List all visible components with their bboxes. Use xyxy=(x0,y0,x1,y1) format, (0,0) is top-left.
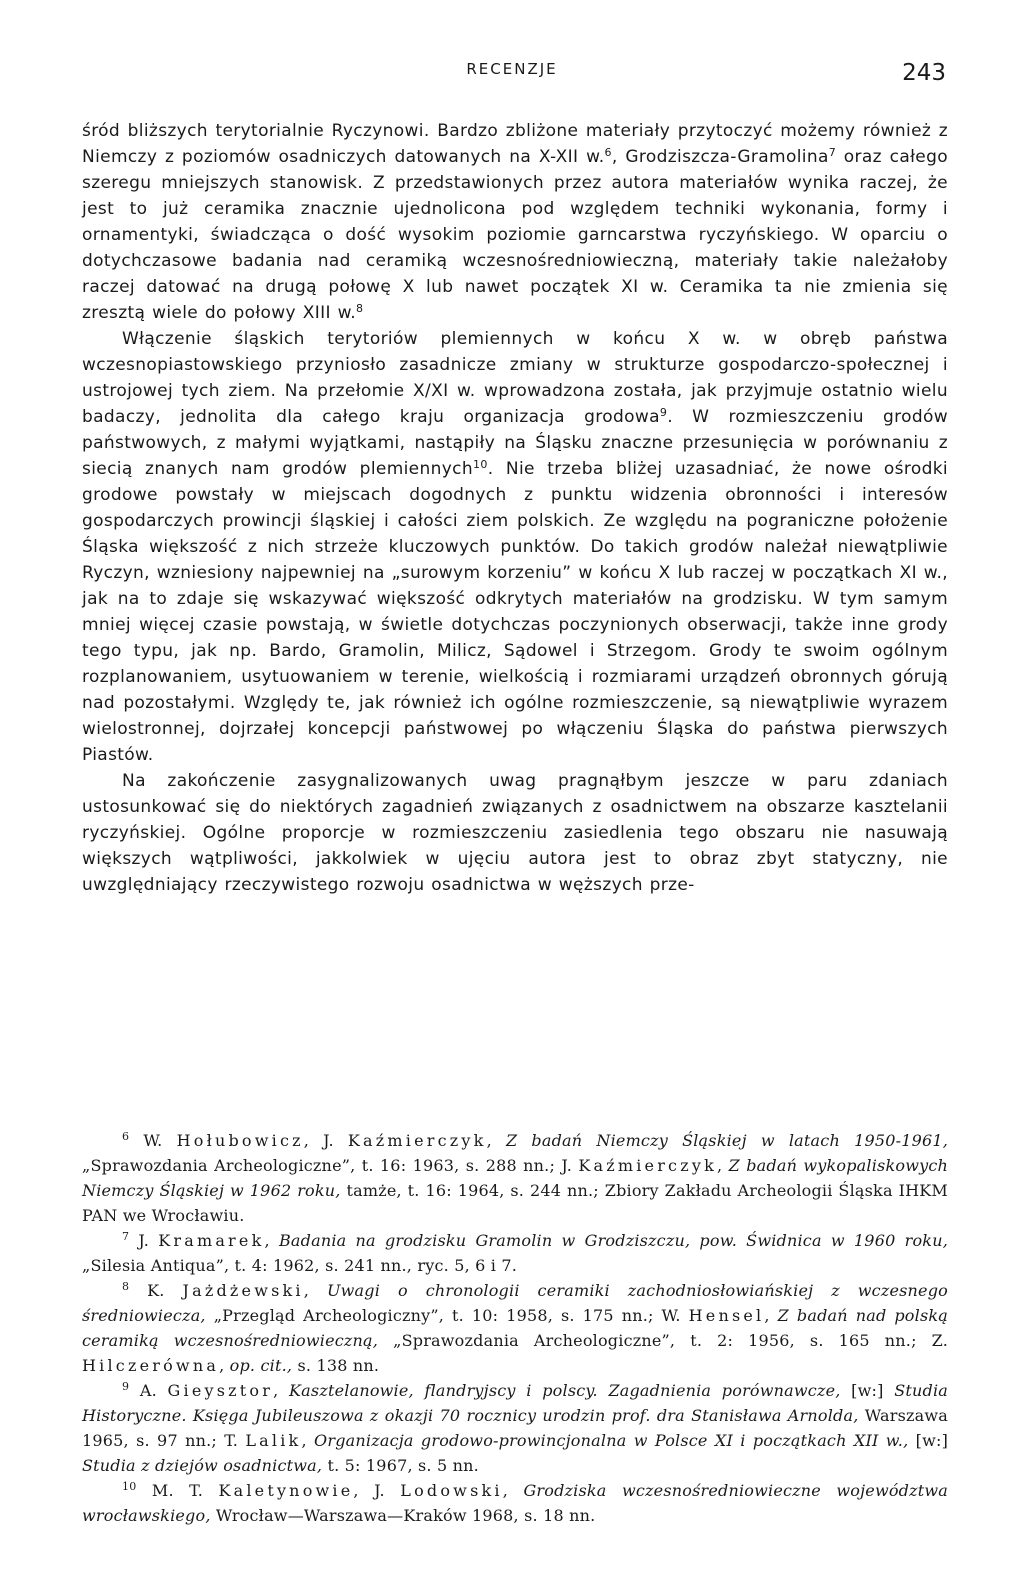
text-run: , xyxy=(303,1281,327,1300)
work-title: Grodziska wczesnośredniowieczne województwa wrocławskiego, xyxy=(82,1481,949,1525)
text-run: , xyxy=(486,1131,506,1150)
work-title: Organizacja grodowo-prowincjonalna w Polsce XI i początkach XII w., xyxy=(314,1431,909,1450)
footnote-ref: 7 xyxy=(828,145,837,159)
text-run: , xyxy=(301,1431,315,1450)
work-title: Uwagi o chronologii ceramiki zachodniosłowiańskiej z wczesnego średniowiecza, xyxy=(82,1281,948,1325)
work-title: Z badań wykopaliskowych Niemczy Śląskiej w 1962 roku, xyxy=(82,1156,948,1200)
author-name: Kramarek xyxy=(158,1231,265,1250)
text-run: śród bliższych terytorialnie Ryczynowi. Bardzo zbliżone materiały przytoczyć możemy również z Niemczy z poziomów osadniczych datowanych na X-XII w. xyxy=(82,121,948,167)
text-run: Warszawa 1965, s. 97 nn.; T. xyxy=(82,1406,948,1450)
author-name: Kaźmierczyk xyxy=(578,1156,717,1175)
work-title: op. cit., xyxy=(229,1356,293,1375)
text-run: s. 138 nn. xyxy=(292,1356,380,1375)
work-title: Z badań nad polską ceramiką wczesnośredniowieczną, xyxy=(82,1306,948,1350)
text-run: oraz całego szeregu mniejszych stanowisk. Z przedstawionych przez autora materiałów wynika raczej, że jest to już ceramika znacznie ujednolicona pod względem techniki wykonania, formy i ornamentyki, świadcząca o dość wysokim poziomie garncarstwa ryczyńskiego. W oparciu o dotychczasowe badania nad ceramiką wczesnośredniowieczną, materiały takie należałoby raczej datować na drugą połowę X lub nawet początek XI w. Ceramika ta nie zmienia się zresztą wiele do połowy XIII w. xyxy=(82,147,948,323)
footnote-ref: 8 xyxy=(356,301,364,315)
text-run: Włączenie śląskich terytoriów plemiennych w końcu X w. w obręb państwa wczesnopiastowskiego przyniosło zasadnicze zmiany w strukturze gospodarczo-społecznej i ustrojowej tych ziem. Na przełomie X/XI w. wprowadzona została, jak przyjmuje ostatnio wielu badaczy, jednolita dla całego kraju organizacja grodowa xyxy=(82,329,948,427)
author-name: Hołubowicz xyxy=(176,1131,304,1150)
text-run: , J. xyxy=(353,1481,401,1500)
text-run: , xyxy=(764,1306,778,1325)
running-header: RECENZJE xyxy=(466,60,558,78)
footnote-number: 9 xyxy=(122,1379,130,1393)
text-run: , xyxy=(502,1481,524,1500)
work-title: Kasztelanowie, flandryjscy i polscy. Zagadnienia porównawcze, xyxy=(289,1381,841,1400)
text-run: t. 5: 1967, s. 5 nn. xyxy=(322,1456,479,1475)
footnote-9 xyxy=(82,1378,948,1478)
author-name: Kaźmierczyk xyxy=(347,1131,487,1150)
paragraph xyxy=(82,326,948,768)
work-title: Studia Historyczne. Księga Jubileuszowa z okazji 70 rocznicy urodzin prof. dra Stanisława Arnolda, xyxy=(82,1381,948,1425)
paragraph: Na zakończenie zasygnalizowanych uwag pragnąłbym jeszcze w paru zdaniach ustosunkować się do niektórych zagadnień związanych z osadnictwem na obszarze kasztelanii ryczyńskiej. Ogólne proporcje w rozmieszczeniu zasiedlenia tego obszaru nie nasuwają większych wątpliwości, jakkolwiek w ujęciu autora jest to obraz zbyt statyczny, nie uwzględniający rzeczywistego rozwoju osadnictwa w węższych prze- xyxy=(82,771,948,895)
text-run: , Grodziszcza-Gramolina xyxy=(611,147,829,167)
footnote-ref: 6 xyxy=(604,145,612,159)
footnote-7 xyxy=(82,1228,948,1278)
text-run: [w:] xyxy=(840,1381,895,1400)
text-run: „Przegląd Archeologiczny”, t. 10: 1958, s. 175 nn.; W. xyxy=(205,1306,689,1325)
work-title: Studia z dziejów osadnictwa, xyxy=(82,1456,323,1475)
work-title: Badania na grodzisku Gramolin w Grodziszczu, pow. Świdnica w 1960 roku, xyxy=(278,1231,948,1250)
author-name: Hilczerówna xyxy=(82,1356,220,1375)
work-title: Z badań Niemczy Śląskiej w latach 1950-1961, xyxy=(505,1131,949,1150)
footnote-number: 10 xyxy=(122,1479,137,1493)
author-name: Jażdżewski xyxy=(182,1281,304,1300)
footnote-number: 6 xyxy=(122,1129,130,1143)
text-run: K. xyxy=(147,1281,183,1300)
text-run: , xyxy=(716,1156,729,1175)
text-run: „Sprawozdania Archeologiczne”, t. 16: 1963, s. 288 nn.; J. xyxy=(82,1156,579,1175)
page-number: 243 xyxy=(902,60,946,86)
text-run: W. xyxy=(143,1131,177,1150)
author-name: Lodowski xyxy=(400,1481,503,1500)
text-run: tamże, t. 16: 1964, s. 244 nn.; Zbiory Zakładu Archeologii Śląska IHKM PAN we Wrocławiu. xyxy=(82,1181,948,1225)
footnote-6 xyxy=(82,1128,948,1228)
text-run: M. T. xyxy=(151,1481,219,1500)
author-name: Kaletynowie xyxy=(218,1481,354,1500)
footnote-number: 8 xyxy=(122,1279,130,1293)
text-run: J. xyxy=(138,1231,159,1250)
text-run: „Sprawozdania Archeologiczne”, t. 2: 1956, s. 165 nn.; Z. xyxy=(378,1331,949,1350)
paragraph xyxy=(82,118,948,326)
text-run: [w:] xyxy=(908,1431,949,1450)
text-run: . Nie trzeba bliżej uzasadniać, że nowe ośrodki grodowe powstały w miejscach dogodnych z punktu widzenia obronności i interesów gospodarczych prowincji śląskiej i całości ziem polskich. Ze względu na pograniczne położenie Śląska większość z nich strzeże kluczowych punktów. Do takich grodów należał niewątpliwie Ryczyn, wzniesiony najpewniej na „surowym korzeniu” w końcu X lub raczej w początkach XI w., jak na to zdaje się wskazywać większość odkrytych materiałów na grodzisku. W tym samym mniej więcej czasie powstają, w świetle dotychczas poczynionych obserwacji, także inne grody tego typu, jak np. Bardo, Gramolin, Milicz, Sądowel i Strzegom. Grody te swoim ogólnym rozplanowaniem, usytuowaniem w terenie, wielkością i rozmiarami urządzeń obronnych górują nad pozostałymi. Względy te, jak również ich ogólne rozmieszczenie, są niewątpliwie wyrazem wielostronnej, dojrzałej koncepcji państwowej po włączeniu Śląska do państwa pierwszych Piastów. xyxy=(82,459,948,765)
footnote-ref: 9 xyxy=(659,405,668,419)
footnote-10 xyxy=(82,1478,948,1528)
text-run: . W rozmieszczeniu grodów państwowych, z małymi wyjątkami, nastąpiły na Śląsku znaczne przesunięcia w porównaniu z siecią znanych nam grodów plemiennych xyxy=(82,407,948,479)
text-run: , xyxy=(219,1356,230,1375)
author-name: Gieysztor xyxy=(167,1381,274,1400)
footnote-8 xyxy=(82,1278,948,1378)
footnotes xyxy=(82,1128,948,1528)
author-name: Lalik xyxy=(245,1431,302,1450)
footnote-number: 7 xyxy=(122,1229,130,1243)
text-run: Wrocław—Warszawa—Kraków 1968, s. 18 nn. xyxy=(210,1506,596,1525)
text-run: , J. xyxy=(303,1131,348,1150)
text-run: A. xyxy=(139,1381,168,1400)
author-name: Hensel xyxy=(688,1306,765,1325)
main-text xyxy=(82,118,948,898)
text-run: „Silesia Antiqua”, t. 4: 1962, s. 241 nn., ryc. 5, 6 i 7. xyxy=(82,1256,518,1275)
footnote-ref: 10 xyxy=(472,457,488,471)
text-run: , xyxy=(264,1231,279,1250)
text-run: , xyxy=(273,1381,290,1400)
